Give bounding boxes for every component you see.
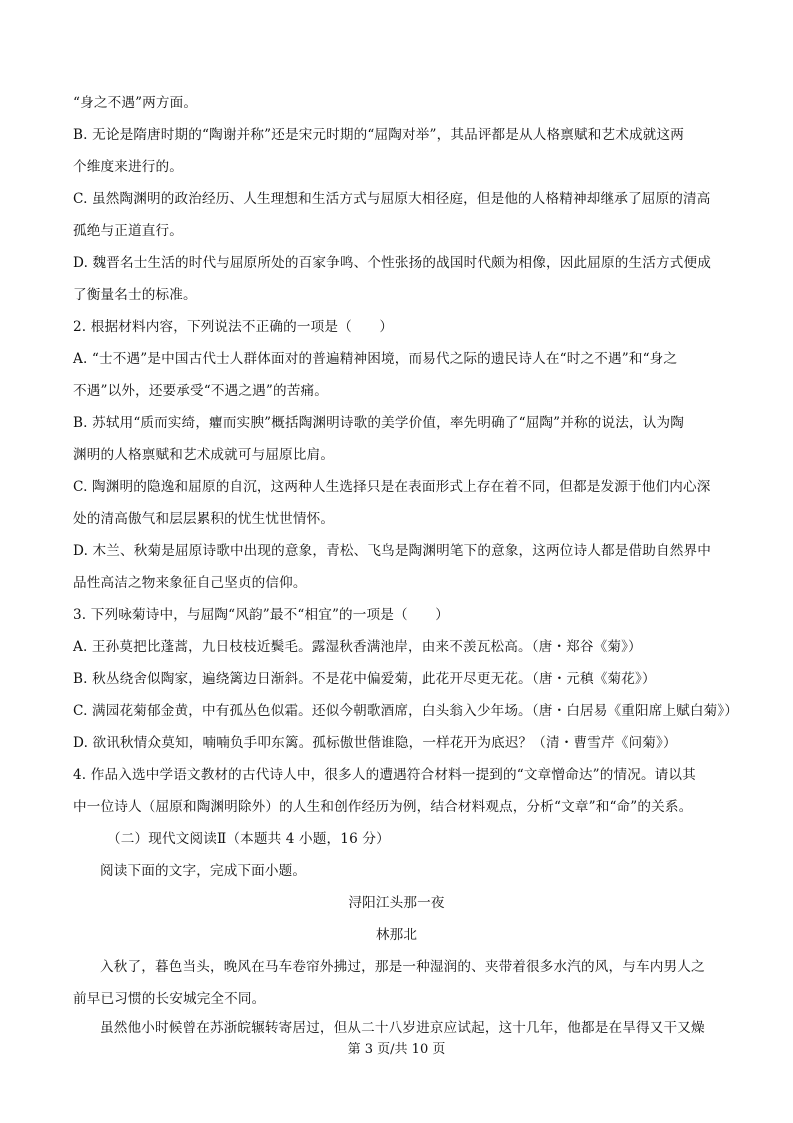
option-a-line: A. 王孙莫把比蓬蒿，九日枝枝近鬓毛。露湿秋香满池岸，由来不羡瓦松高。（唐・郑谷《菊》） bbox=[73, 639, 642, 655]
article-author: 林那北 bbox=[375, 927, 418, 943]
option-c-line: C. 满园花菊郁金黄，中有孤丛色似霜。还似今朝歌酒席，白头翁入少年场。（唐・白居易《重阳席上赋白菊》） bbox=[73, 703, 739, 719]
option-d-line: D. 欲讯秋情众莫知，喃喃负手叩东篱。孤标傲世偕谁隐，一样花开为底迟？（清・曹雪芹《问菊》） bbox=[73, 735, 677, 751]
text-line: 品性高洁之物来象征自己坚贞的信仰。 bbox=[73, 575, 307, 591]
option-c-line: C. 陶渊明的隐逸和屈原的自沉，这两种人生选择只是在表面形式上存在着不同，但都是发源于他们内心深 bbox=[73, 479, 711, 495]
text-line: 了衡量名士的标准。 bbox=[73, 287, 197, 303]
text-line: 中一位诗人（屈原和陶渊明除外）的人生和创作经历为例，结合材料观点，分析“文章”和“命”的关系。 bbox=[73, 799, 693, 815]
section-heading: （二）现代文阅读Ⅱ（本题共 4 小题，16 分） bbox=[107, 831, 390, 847]
article-paragraph-line: 虽然他小时候曾在苏浙皖辗转寄居过，但从二十八岁进京应试起，这十几年，他都是在旱得又干又燥 bbox=[100, 1020, 705, 1036]
text-line: 不遇”以外，还要承受“不遇之遇”的苦痛。 bbox=[73, 383, 328, 399]
article-title: 浔阳江头那一夜 bbox=[348, 895, 445, 911]
option-d-line: D. 木兰、秋菊是屈原诗歌中出现的意象，青松、飞鸟是陶渊明笔下的意象，这两位诗人都是借助自然界中 bbox=[73, 543, 711, 559]
option-a-line: A. “士不遇”是中国古代士人群体面对的普遍精神困境，而易代之际的遗民诗人在“时之不遇”和“身之 bbox=[73, 351, 678, 367]
option-d-line: D. 魏晋名士生活的时代与屈原所处的百家争鸣、个性张扬的战国时代颇为相像，因此屈原的生活方式便成 bbox=[73, 255, 711, 271]
reading-instruction: 阅读下面的文字，完成下面小题。 bbox=[100, 863, 307, 879]
option-b-line: B. 秋丛绕舍似陶家，遍绕篱边日渐斜。不是花中偏爱菊，此花开尽更无花。（唐・元稹《菊花》） bbox=[73, 671, 656, 687]
page-number-footer: 第 3 页/共 10 页 bbox=[347, 1042, 446, 1057]
text-line: 孤绝与正道直行。 bbox=[73, 223, 183, 239]
text-line: 个维度来进行的。 bbox=[73, 159, 183, 175]
option-b-line: B. 无论是隋唐时期的“陶谢并称”还是宋元时期的“屈陶对举”，其品评都是从人格禀赋和艺术成就这两 bbox=[73, 127, 684, 143]
text-line: “身之不遇”两方面。 bbox=[73, 95, 198, 111]
option-b-line: B. 苏轼用“质而实绮，癯而实腴”概括陶渊明诗歌的美学价值，率先明确了“屈陶”并称的说法，认为陶 bbox=[73, 415, 684, 431]
question-3: 3. 下列咏菊诗中，与屈陶“风韵”最不“相宜”的一项是（ ） bbox=[73, 607, 449, 623]
question-2: 2. 根据材料内容，下列说法不正确的一项是（ ） bbox=[73, 319, 394, 335]
text-line: 渊明的人格禀赋和艺术成就可与屈原比肩。 bbox=[73, 447, 335, 463]
article-paragraph-line: 入秋了，暮色当头，晚风在马车卷帘外拂过，那是一种湿润的、夹带着很多水汽的风，与车内男人之 bbox=[100, 959, 705, 975]
option-c-line: C. 虽然陶渊明的政治经历、人生理想和生活方式与屈原大相径庭，但是他的人格精神却继承了屈原的清高 bbox=[73, 191, 711, 207]
question-4: 4. 作品入选中学语文教材的古代诗人中，很多人的遭遇符合材料一提到的“文章憎命达”的情况。请以其 bbox=[73, 767, 696, 783]
article-paragraph-line: 前早已习惯的长安城完全不同。 bbox=[73, 991, 266, 1007]
text-line: 处的清高傲气和层层累积的忧生忧世情怀。 bbox=[73, 511, 335, 527]
